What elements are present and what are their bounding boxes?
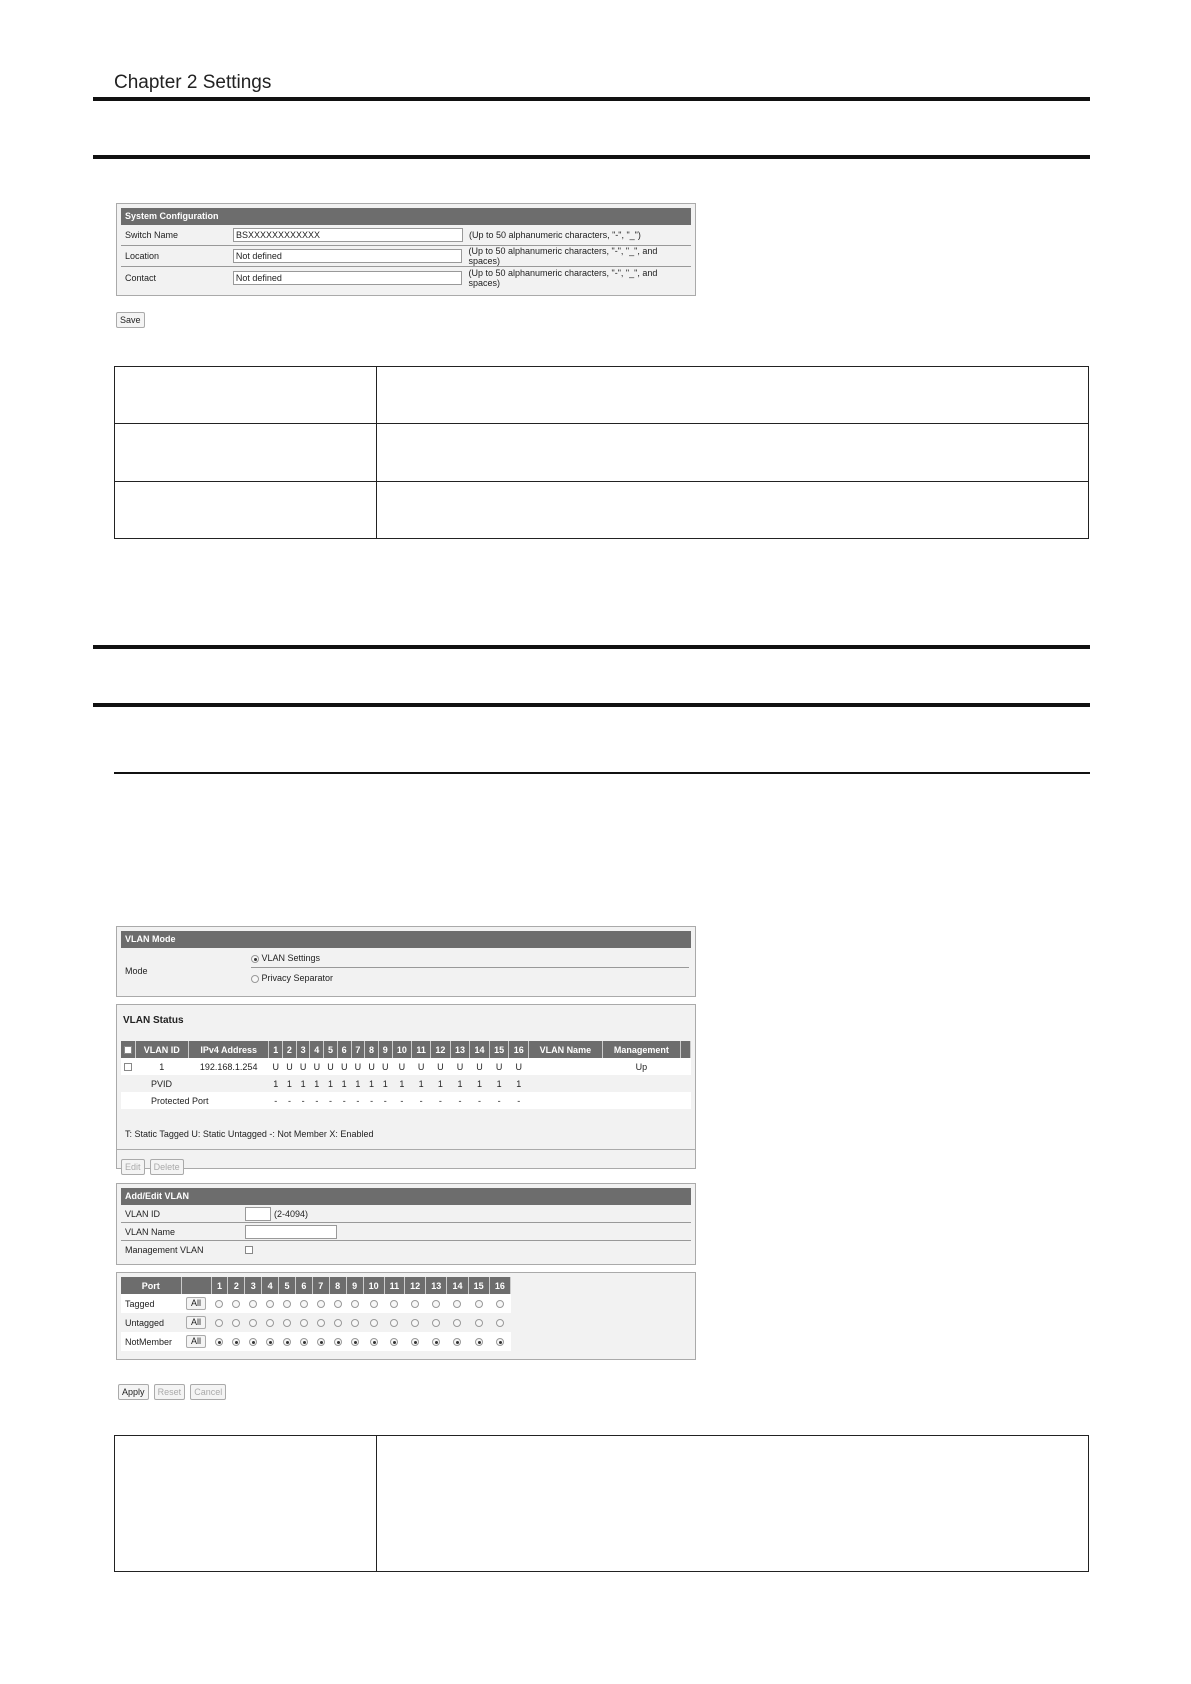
- row-select-checkbox[interactable]: [124, 1063, 132, 1071]
- select-all-button[interactable]: All: [186, 1297, 206, 1310]
- radio-icon[interactable]: [317, 1300, 325, 1308]
- radio-icon[interactable]: [334, 1319, 342, 1327]
- port-number-header: 6: [295, 1277, 312, 1294]
- pvid-cell: 1: [378, 1075, 392, 1092]
- port-radio-cell: [295, 1332, 312, 1351]
- all-cell: [181, 1332, 211, 1351]
- port-radio-cell: [363, 1332, 384, 1351]
- port-radio-cell: [295, 1294, 312, 1313]
- vlan-status-title: VLAN Status: [123, 1015, 184, 1026]
- radio-icon[interactable]: [496, 1319, 504, 1327]
- radio-icon[interactable]: [283, 1300, 291, 1308]
- pvid-cell: 1: [283, 1075, 297, 1092]
- radio-icon[interactable]: [453, 1338, 461, 1346]
- radio-icon[interactable]: [496, 1338, 504, 1346]
- vlan-id-range: (2-4094): [274, 1208, 309, 1219]
- port-radio-cell: [447, 1294, 468, 1313]
- port-radio-cell: [426, 1313, 447, 1332]
- protected-label: Protected Port: [135, 1092, 269, 1109]
- protected-cell: -: [351, 1092, 365, 1109]
- port-radio-cell: [489, 1332, 510, 1351]
- column-header: 13: [450, 1041, 470, 1058]
- description-cell: [377, 367, 1089, 424]
- port-number-header: 5: [279, 1277, 296, 1294]
- port-cell: U: [296, 1058, 310, 1075]
- config-row: [121, 246, 691, 267]
- port-radio-cell: [228, 1294, 245, 1313]
- port-number-header: 13: [426, 1277, 447, 1294]
- spacer-cell: [121, 1092, 135, 1109]
- port-header: Port: [121, 1277, 181, 1294]
- radio-icon[interactable]: [232, 1319, 240, 1327]
- description-cell: [377, 482, 1089, 539]
- radio-icon[interactable]: [232, 1300, 240, 1308]
- column-header: 2: [283, 1041, 297, 1058]
- column-header: 3: [296, 1041, 310, 1058]
- radio-icon[interactable]: [300, 1319, 308, 1327]
- description-cell: [115, 367, 377, 424]
- port-number-header: 7: [312, 1277, 329, 1294]
- protected-cell: -: [296, 1092, 310, 1109]
- port-membership-panel: [116, 1272, 696, 1360]
- column-header: VLAN Name: [528, 1041, 602, 1058]
- port-radio-cell: [312, 1313, 329, 1332]
- radio-icon[interactable]: [300, 1300, 308, 1308]
- port-radio-cell: [426, 1332, 447, 1351]
- vlan-status-panel: [116, 1004, 696, 1172]
- port-membership-row: [121, 1332, 511, 1351]
- radio-icon[interactable]: [370, 1338, 378, 1346]
- column-header: [681, 1041, 691, 1058]
- port-cell: U: [450, 1058, 470, 1075]
- port-cell: U: [378, 1058, 392, 1075]
- port-radio-cell: [447, 1313, 468, 1332]
- chapter-title: Chapter 2 Settings: [114, 72, 272, 93]
- radio-icon[interactable]: [249, 1319, 257, 1327]
- description-cell: [115, 424, 377, 482]
- select-all-button[interactable]: All: [186, 1316, 206, 1329]
- config-label: Contact: [125, 272, 157, 283]
- radio-icon[interactable]: [266, 1300, 274, 1308]
- pvid-cell: 1: [470, 1075, 490, 1092]
- pvid-cell: 1: [489, 1075, 509, 1092]
- membership-label: NotMember: [121, 1332, 181, 1351]
- protected-cell: -: [509, 1092, 529, 1109]
- column-header: Management: [602, 1041, 680, 1058]
- mode-option-vlan-settings[interactable]: [251, 953, 320, 963]
- radio-icon[interactable]: [334, 1300, 342, 1308]
- port-radio-cell: [346, 1313, 363, 1332]
- column-header: 7: [351, 1041, 365, 1058]
- port-radio-cell: [245, 1332, 262, 1351]
- apply-button[interactable]: Apply: [118, 1384, 149, 1400]
- protected-cell: -: [324, 1092, 338, 1109]
- radio-icon[interactable]: [432, 1300, 440, 1308]
- radio-icon[interactable]: [475, 1319, 483, 1327]
- radio-icon[interactable]: [266, 1338, 274, 1346]
- protected-cell: -: [378, 1092, 392, 1109]
- config-row: [121, 267, 691, 288]
- system-config-panel: [116, 203, 696, 296]
- port-radio-cell: [312, 1294, 329, 1313]
- vlan-name-label: VLAN Name: [125, 1226, 176, 1237]
- port-number-header: 12: [405, 1277, 426, 1294]
- vlan-id-label: VLAN ID: [125, 1208, 161, 1219]
- column-header: 12: [431, 1041, 451, 1058]
- column-header: 5: [324, 1041, 338, 1058]
- port-radio-cell: [384, 1294, 404, 1313]
- port-cell: U: [431, 1058, 451, 1075]
- protected-cell: -: [269, 1092, 283, 1109]
- radio-icon[interactable]: [390, 1300, 398, 1308]
- pvid-cell: 1: [310, 1075, 324, 1092]
- delete-button[interactable]: Delete: [150, 1159, 184, 1175]
- mode-label: Mode: [125, 966, 148, 976]
- radio-icon[interactable]: [317, 1338, 325, 1346]
- port-cell: U: [269, 1058, 283, 1075]
- radio-icon[interactable]: [300, 1338, 308, 1346]
- all-cell: [181, 1294, 211, 1313]
- ipv4-cell: 192.168.1.254: [188, 1058, 268, 1075]
- port-cell: U: [365, 1058, 379, 1075]
- port-radio-cell: [489, 1294, 510, 1313]
- description-table-1: [114, 366, 1089, 539]
- radio-icon[interactable]: [334, 1338, 342, 1346]
- port-radio-cell: [262, 1332, 279, 1351]
- port-radio-cell: [228, 1313, 245, 1332]
- radio-icon[interactable]: [390, 1319, 398, 1327]
- radio-icon[interactable]: [496, 1300, 504, 1308]
- port-radio-cell: [329, 1332, 346, 1351]
- port-number-header: 15: [468, 1277, 489, 1294]
- port-cell: U: [337, 1058, 351, 1075]
- column-header: [181, 1277, 211, 1294]
- radio-icon[interactable]: [251, 955, 259, 963]
- port-radio-cell: [426, 1294, 447, 1313]
- membership-label: Tagged: [121, 1294, 181, 1313]
- port-radio-cell: [468, 1313, 489, 1332]
- mode-option-label: Privacy Separator: [261, 973, 334, 983]
- select-all-button[interactable]: All: [186, 1335, 206, 1348]
- protected-cell: -: [365, 1092, 379, 1109]
- port-number-header: 16: [489, 1277, 510, 1294]
- radio-icon[interactable]: [215, 1338, 223, 1346]
- port-number-header: 2: [228, 1277, 245, 1294]
- port-radio-cell: [384, 1332, 404, 1351]
- column-header: 15: [489, 1041, 509, 1058]
- radio-icon[interactable]: [283, 1319, 291, 1327]
- port-radio-cell: [329, 1313, 346, 1332]
- description-cell: [377, 424, 1089, 482]
- radio-icon[interactable]: [390, 1338, 398, 1346]
- column-header: 14: [470, 1041, 490, 1058]
- radio-icon[interactable]: [283, 1338, 291, 1346]
- column-header: 9: [378, 1041, 392, 1058]
- port-number-header: 11: [384, 1277, 404, 1294]
- port-radio-cell: [312, 1332, 329, 1351]
- vlan-status-legend: T: Static Tagged U: Static Untagged -: Not Member X: Enabled: [125, 1129, 374, 1139]
- port-radio-cell: [245, 1294, 262, 1313]
- pvid-cell: 1: [351, 1075, 365, 1092]
- cancel-button[interactable]: Cancel: [190, 1384, 226, 1400]
- radio-icon[interactable]: [432, 1319, 440, 1327]
- add-edit-vlan-panel: [116, 1183, 696, 1265]
- port-radio-cell: [262, 1313, 279, 1332]
- column-header: VLAN ID: [135, 1041, 188, 1058]
- radio-icon[interactable]: [453, 1300, 461, 1308]
- management-cell: Up: [602, 1058, 680, 1075]
- config-input[interactable]: Not defined: [233, 249, 463, 263]
- port-radio-cell: [346, 1332, 363, 1351]
- column-header: 8: [365, 1041, 379, 1058]
- radio-icon[interactable]: [251, 975, 259, 983]
- config-hint: (Up to 50 alphanumeric characters, "-", "_", and spaces): [468, 267, 658, 288]
- subsection-rule: [114, 772, 1090, 774]
- description-cell: [115, 1436, 377, 1572]
- radio-icon[interactable]: [215, 1319, 223, 1327]
- all-cell: [181, 1313, 211, 1332]
- vlan-name-input[interactable]: [245, 1225, 337, 1239]
- section-rule: [93, 645, 1090, 649]
- radio-icon[interactable]: [351, 1300, 359, 1308]
- column-header: 10: [392, 1041, 412, 1058]
- config-hint: (Up to 50 alphanumeric characters, "-", "_", and spaces): [468, 246, 658, 266]
- pvid-cell: 1: [269, 1075, 283, 1092]
- radio-icon[interactable]: [351, 1338, 359, 1346]
- port-membership-table: [121, 1277, 511, 1351]
- port-radio-cell: [346, 1294, 363, 1313]
- pvid-cell: 1: [431, 1075, 451, 1092]
- header-rule: [93, 97, 1090, 101]
- radio-icon[interactable]: [266, 1319, 274, 1327]
- port-number-header: 8: [329, 1277, 346, 1294]
- radio-icon[interactable]: [249, 1338, 257, 1346]
- protected-cell: -: [337, 1092, 351, 1109]
- port-membership-row: [121, 1313, 511, 1332]
- port-number-header: 10: [363, 1277, 384, 1294]
- management-vlan-checkbox[interactable]: [245, 1246, 253, 1254]
- row-select-cell: [121, 1058, 135, 1075]
- vlan-id-input[interactable]: [245, 1207, 271, 1221]
- vlan-mode-title: VLAN Mode: [121, 931, 691, 948]
- action-buttons: [118, 1380, 226, 1400]
- port-radio-cell: [468, 1332, 489, 1351]
- port-number-header: 14: [447, 1277, 468, 1294]
- port-radio-cell: [211, 1313, 228, 1332]
- pvid-label: PVID: [135, 1075, 269, 1092]
- mode-option-label: VLAN Settings: [261, 953, 321, 963]
- management-vlan-label: Management VLAN: [125, 1245, 204, 1255]
- port-cell: U: [412, 1058, 431, 1075]
- vlan-status-table: [121, 1041, 691, 1109]
- port-radio-cell: [405, 1294, 426, 1313]
- port-radio-cell: [468, 1294, 489, 1313]
- port-radio-cell: [279, 1294, 296, 1313]
- radio-icon[interactable]: [475, 1338, 483, 1346]
- radio-icon[interactable]: [351, 1319, 359, 1327]
- radio-icon[interactable]: [453, 1319, 461, 1327]
- config-input[interactable]: BSXXXXXXXXXXXX: [233, 228, 463, 242]
- port-radio-cell: [245, 1313, 262, 1332]
- description-cell: [377, 1436, 1089, 1572]
- port-radio-cell: [228, 1332, 245, 1351]
- port-number-header: 9: [346, 1277, 363, 1294]
- port-number-header: 3: [245, 1277, 262, 1294]
- config-label: Location: [125, 251, 160, 261]
- protected-cell: -: [470, 1092, 490, 1109]
- port-radio-cell: [279, 1313, 296, 1332]
- mode-option-privacy-separator[interactable]: [251, 973, 333, 983]
- port-radio-cell: [279, 1332, 296, 1351]
- port-radio-cell: [211, 1294, 228, 1313]
- mode-divider: [251, 967, 689, 968]
- select-all-header: [121, 1041, 135, 1058]
- column-header: 4: [310, 1041, 324, 1058]
- port-cell: U: [470, 1058, 490, 1075]
- config-label: Switch Name: [125, 230, 179, 240]
- section-rule: [93, 703, 1090, 707]
- system-config-title: System Configuration: [121, 208, 691, 225]
- port-radio-cell: [262, 1294, 279, 1313]
- protected-cell: -: [431, 1092, 451, 1109]
- radio-icon[interactable]: [249, 1300, 257, 1308]
- protected-cell: -: [489, 1092, 509, 1109]
- port-cell: U: [283, 1058, 297, 1075]
- spacer-cell: [121, 1075, 135, 1092]
- description-table-2: [114, 1435, 1089, 1572]
- select-all-checkbox[interactable]: [124, 1046, 132, 1054]
- port-cell: U: [489, 1058, 509, 1075]
- pvid-cell: 1: [412, 1075, 431, 1092]
- protected-cell: -: [412, 1092, 431, 1109]
- pvid-cell: 1: [296, 1075, 310, 1092]
- port-cell: U: [392, 1058, 412, 1075]
- port-radio-cell: [211, 1332, 228, 1351]
- port-number-header: 4: [262, 1277, 279, 1294]
- radio-icon[interactable]: [232, 1338, 240, 1346]
- spacer-cell: [528, 1092, 690, 1109]
- config-input[interactable]: Not defined: [233, 271, 463, 285]
- radio-icon[interactable]: [411, 1338, 419, 1346]
- column-header: 11: [412, 1041, 431, 1058]
- port-cell: U: [509, 1058, 529, 1075]
- radio-icon[interactable]: [370, 1319, 378, 1327]
- config-row: [121, 225, 691, 246]
- radio-icon[interactable]: [475, 1300, 483, 1308]
- radio-icon[interactable]: [215, 1300, 223, 1308]
- port-radio-cell: [405, 1332, 426, 1351]
- pvid-cell: 1: [392, 1075, 412, 1092]
- reset-button[interactable]: Reset: [154, 1384, 186, 1400]
- port-membership-row: [121, 1294, 511, 1313]
- pvid-cell: 1: [509, 1075, 529, 1092]
- radio-icon[interactable]: [317, 1319, 325, 1327]
- pvid-cell: 1: [365, 1075, 379, 1092]
- port-radio-cell: [295, 1313, 312, 1332]
- radio-icon[interactable]: [411, 1319, 419, 1327]
- section-rule: [93, 155, 1090, 159]
- membership-label: Untagged: [121, 1313, 181, 1332]
- port-radio-cell: [405, 1313, 426, 1332]
- port-cell: U: [310, 1058, 324, 1075]
- port-radio-cell: [329, 1294, 346, 1313]
- column-header: 16: [509, 1041, 529, 1058]
- radio-icon[interactable]: [370, 1300, 378, 1308]
- port-radio-cell: [489, 1313, 510, 1332]
- port-radio-cell: [447, 1332, 468, 1351]
- edit-button[interactable]: Edit: [121, 1159, 145, 1175]
- port-radio-cell: [363, 1313, 384, 1332]
- vlan-id-cell: 1: [135, 1058, 188, 1075]
- protected-cell: -: [283, 1092, 297, 1109]
- radio-icon[interactable]: [432, 1338, 440, 1346]
- protected-cell: -: [310, 1092, 324, 1109]
- pvid-cell: 1: [337, 1075, 351, 1092]
- port-number-header: 1: [211, 1277, 228, 1294]
- spacer-cell: [681, 1058, 691, 1075]
- port-cell: U: [351, 1058, 365, 1075]
- vlan-mode-panel: [116, 926, 696, 997]
- spacer-cell: [528, 1075, 690, 1092]
- description-cell: [115, 482, 377, 539]
- add-edit-vlan-title: Add/Edit VLAN: [121, 1188, 691, 1205]
- column-header: 6: [337, 1041, 351, 1058]
- port-cell: U: [324, 1058, 338, 1075]
- port-radio-cell: [384, 1313, 404, 1332]
- vlan-name-cell: [528, 1058, 602, 1075]
- protected-cell: -: [450, 1092, 470, 1109]
- radio-icon[interactable]: [411, 1300, 419, 1308]
- protected-cell: -: [392, 1092, 412, 1109]
- port-radio-cell: [363, 1294, 384, 1313]
- config-hint: (Up to 50 alphanumeric characters, "-", "_"): [469, 230, 641, 240]
- pvid-cell: 1: [324, 1075, 338, 1092]
- save-button[interactable]: Save: [116, 312, 145, 328]
- pvid-cell: 1: [450, 1075, 470, 1092]
- column-header: IPv4 Address: [188, 1041, 268, 1058]
- column-header: 1: [269, 1041, 283, 1058]
